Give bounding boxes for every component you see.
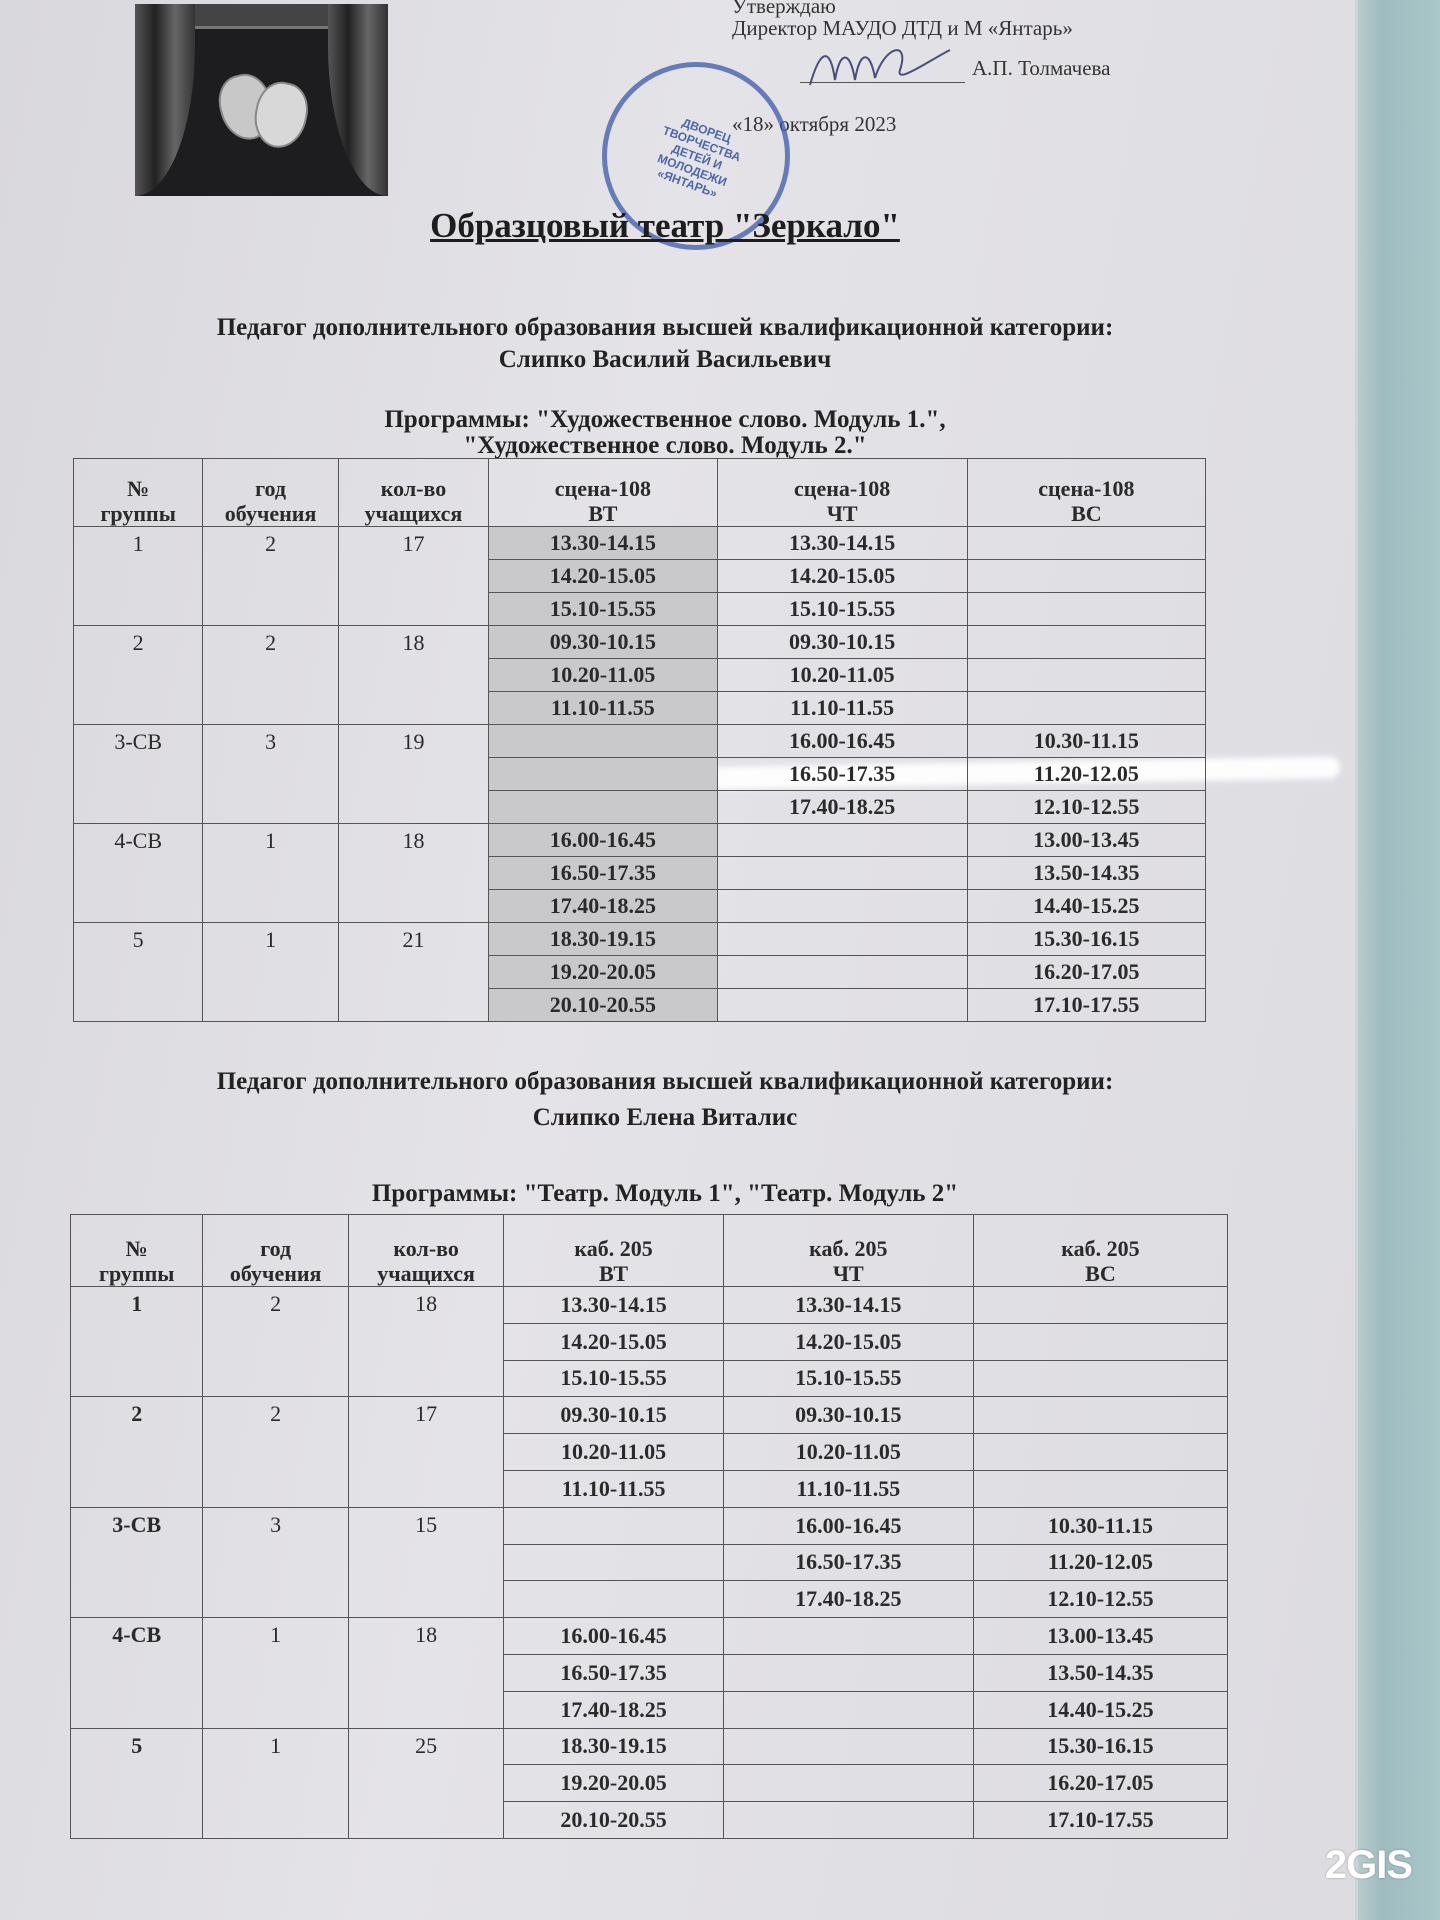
time-slot: 09.30-10.15	[723, 1397, 973, 1434]
time-slot: 13.30-14.15	[723, 1287, 973, 1324]
time-slot	[967, 659, 1205, 692]
schedule-table-1	[73, 458, 1206, 1022]
time-slot	[717, 989, 967, 1022]
group-num: 5	[71, 1728, 203, 1838]
group-num: 1	[71, 1287, 203, 1397]
group-year: 1	[203, 923, 338, 1022]
time-slot: 17.40-18.25	[723, 1581, 973, 1618]
time-slot	[717, 857, 967, 890]
time-slot: 13.00-13.45	[973, 1618, 1227, 1655]
group-year: 2	[203, 1397, 348, 1507]
table-row	[71, 1728, 1228, 1765]
time-slot	[489, 725, 717, 758]
programs-2: Программы: "Театр. Модуль 1", "Театр. Модуль 2"	[371, 1180, 959, 1207]
group-count: 25	[348, 1728, 503, 1838]
column-header: год обучения	[203, 459, 338, 527]
time-slot: 11.10-11.55	[489, 692, 717, 725]
time-slot: 13.30-14.15	[489, 527, 717, 560]
group-num: 2	[74, 626, 203, 725]
group-num: 3-СВ	[71, 1507, 203, 1617]
time-slot	[723, 1654, 973, 1691]
time-slot	[967, 527, 1205, 560]
group-num: 4-СВ	[74, 824, 203, 923]
table-header-row	[71, 1215, 1228, 1287]
time-slot: 16.50-17.35	[723, 1544, 973, 1581]
group-num: 3-СВ	[74, 725, 203, 824]
group-count: 18	[338, 824, 488, 923]
column-header: кол-во учащихся	[348, 1215, 503, 1287]
group-year: 2	[203, 527, 338, 626]
time-slot: 10.30-11.15	[967, 725, 1205, 758]
time-slot	[504, 1544, 723, 1581]
teacher-name-2: Слипко Елена Виталис	[532, 1104, 798, 1131]
table-row	[71, 1287, 1228, 1324]
group-year: 1	[203, 1618, 348, 1728]
time-slot: 16.20-17.05	[973, 1765, 1227, 1802]
table-row	[74, 626, 1206, 659]
schedule-table-2	[70, 1214, 1228, 1839]
table-row	[71, 1618, 1228, 1655]
table-row	[74, 527, 1206, 560]
time-slot: 11.20-12.05	[973, 1544, 1227, 1581]
theater-masks-image	[135, 4, 388, 196]
table-row	[74, 725, 1206, 758]
time-slot: 16.00-16.45	[723, 1507, 973, 1544]
time-slot: 10.30-11.15	[973, 1507, 1227, 1544]
time-slot	[967, 692, 1205, 725]
time-slot: 15.10-15.55	[504, 1360, 723, 1397]
time-slot	[967, 593, 1205, 626]
wall-frame	[1355, 0, 1440, 1920]
time-slot: 16.00-16.45	[489, 824, 717, 857]
time-slot: 14.20-15.05	[489, 560, 717, 593]
group-year: 3	[203, 1507, 348, 1617]
table-row	[74, 824, 1206, 857]
time-slot	[723, 1691, 973, 1728]
time-slot: 17.40-18.25	[717, 791, 967, 824]
time-slot: 11.10-11.55	[717, 692, 967, 725]
group-num: 5	[74, 923, 203, 1022]
group-year: 2	[203, 626, 338, 725]
time-slot	[973, 1470, 1227, 1507]
time-slot	[973, 1323, 1227, 1360]
group-count: 18	[348, 1287, 503, 1397]
group-count: 17	[338, 527, 488, 626]
time-slot: 16.00-16.45	[717, 725, 967, 758]
time-slot: 16.50-17.35	[717, 758, 967, 791]
group-year: 1	[203, 1728, 348, 1838]
time-slot	[489, 758, 717, 791]
time-slot: 14.20-15.05	[504, 1323, 723, 1360]
column-header: сцена-108 ВС	[967, 459, 1205, 527]
column-header: сцена-108 ВТ	[489, 459, 717, 527]
time-slot: 12.10-12.55	[967, 791, 1205, 824]
time-slot: 12.10-12.55	[973, 1581, 1227, 1618]
table-row	[74, 923, 1206, 956]
approver-position: Директор МАУДО ДТД и М «Янтарь»	[732, 16, 1073, 40]
page-title: Образцовый театр "Зеркало"	[430, 206, 900, 245]
time-slot: 14.20-15.05	[717, 560, 967, 593]
time-slot	[723, 1728, 973, 1765]
time-slot: 11.20-12.05	[967, 758, 1205, 791]
column-header: год обучения	[203, 1215, 348, 1287]
time-slot: 16.20-17.05	[967, 956, 1205, 989]
teacher-role-2: Педагог дополнительного образования высшей квалификационной категории:	[216, 1068, 1114, 1095]
time-slot: 09.30-10.15	[717, 626, 967, 659]
time-slot	[973, 1360, 1227, 1397]
group-num: 1	[74, 527, 203, 626]
time-slot: 15.10-15.55	[489, 593, 717, 626]
time-slot: 13.00-13.45	[967, 824, 1205, 857]
time-slot: 14.40-15.25	[973, 1691, 1227, 1728]
time-slot	[717, 890, 967, 923]
time-slot: 10.20-11.05	[717, 659, 967, 692]
group-year: 1	[203, 824, 338, 923]
time-slot: 11.10-11.55	[504, 1470, 723, 1507]
group-count: 18	[338, 626, 488, 725]
group-count: 18	[348, 1618, 503, 1728]
time-slot: 13.30-14.15	[717, 527, 967, 560]
time-slot	[723, 1802, 973, 1839]
time-slot: 09.30-10.15	[489, 626, 717, 659]
time-slot: 10.20-11.05	[723, 1434, 973, 1471]
table-row	[71, 1507, 1228, 1544]
table-row	[71, 1397, 1228, 1434]
watermark-2gis: 2GIS	[1324, 1843, 1412, 1887]
column-header: сцена-108 ЧТ	[717, 459, 967, 527]
time-slot: 10.20-11.05	[504, 1434, 723, 1471]
group-count: 17	[348, 1397, 503, 1507]
time-slot	[973, 1397, 1227, 1434]
time-slot	[717, 923, 967, 956]
time-slot	[973, 1434, 1227, 1471]
time-slot: 18.30-19.15	[489, 923, 717, 956]
time-slot: 16.00-16.45	[504, 1618, 723, 1655]
time-slot: 09.30-10.15	[504, 1397, 723, 1434]
time-slot: 13.30-14.15	[504, 1287, 723, 1324]
signature-line	[800, 82, 965, 83]
time-slot	[504, 1507, 723, 1544]
time-slot	[723, 1765, 973, 1802]
time-slot	[489, 791, 717, 824]
time-slot: 11.10-11.55	[723, 1470, 973, 1507]
approver-name: А.П. Толмачева	[972, 56, 1111, 80]
time-slot	[723, 1618, 973, 1655]
table-header-row	[74, 459, 1206, 527]
column-header: кол-во учащихся	[338, 459, 488, 527]
teacher-name-1: Слипко Василий Васильевич	[498, 346, 832, 373]
time-slot: 19.20-20.05	[489, 956, 717, 989]
time-slot: 14.40-15.25	[967, 890, 1205, 923]
time-slot: 13.50-14.35	[973, 1654, 1227, 1691]
time-slot: 17.10-17.55	[967, 989, 1205, 1022]
column-header: каб. 205 ЧТ	[723, 1215, 973, 1287]
group-num: 2	[71, 1397, 203, 1507]
time-slot: 17.10-17.55	[973, 1802, 1227, 1839]
time-slot: 15.10-15.55	[717, 593, 967, 626]
group-year: 2	[203, 1287, 348, 1397]
column-header: каб. 205 ВТ	[504, 1215, 723, 1287]
time-slot	[967, 560, 1205, 593]
time-slot	[973, 1287, 1227, 1324]
time-slot: 10.20-11.05	[489, 659, 717, 692]
time-slot: 15.30-16.15	[967, 923, 1205, 956]
group-num: 4-СВ	[71, 1618, 203, 1728]
time-slot: 18.30-19.15	[504, 1728, 723, 1765]
column-header: № группы	[71, 1215, 203, 1287]
column-header: каб. 205 ВС	[973, 1215, 1227, 1287]
time-slot: 16.50-17.35	[504, 1654, 723, 1691]
approval-date: «18» октября 2023	[732, 112, 897, 136]
time-slot: 14.20-15.05	[723, 1323, 973, 1360]
time-slot	[717, 824, 967, 857]
time-slot: 17.40-18.25	[504, 1691, 723, 1728]
time-slot: 19.20-20.05	[504, 1765, 723, 1802]
time-slot: 13.50-14.35	[967, 857, 1205, 890]
time-slot: 15.10-15.55	[723, 1360, 973, 1397]
group-count: 21	[338, 923, 488, 1022]
time-slot: 17.40-18.25	[489, 890, 717, 923]
programs-1-line2: "Художественное слово. Модуль 2."	[463, 432, 867, 459]
programs-1-line1: Программы: "Художественное слово. Модуль 1.",	[384, 406, 946, 433]
time-slot	[717, 956, 967, 989]
time-slot: 16.50-17.35	[489, 857, 717, 890]
teacher-role-1: Педагог дополнительного образования высшей квалификационной категории:	[216, 314, 1114, 341]
group-count: 19	[338, 725, 488, 824]
stamp-text: ДВОРЕЦ ТВОРЧЕСТВА ДЕТЕЙ И МОЛОДЕЖИ «ЯНТАРЬ»	[655, 115, 743, 201]
time-slot: 20.10-20.55	[504, 1802, 723, 1839]
time-slot	[504, 1581, 723, 1618]
approve-label: Утверждаю	[732, 0, 836, 18]
column-header: № группы	[74, 459, 203, 527]
time-slot: 20.10-20.55	[489, 989, 717, 1022]
group-year: 3	[203, 725, 338, 824]
time-slot	[967, 626, 1205, 659]
group-count: 15	[348, 1507, 503, 1617]
time-slot: 15.30-16.15	[973, 1728, 1227, 1765]
